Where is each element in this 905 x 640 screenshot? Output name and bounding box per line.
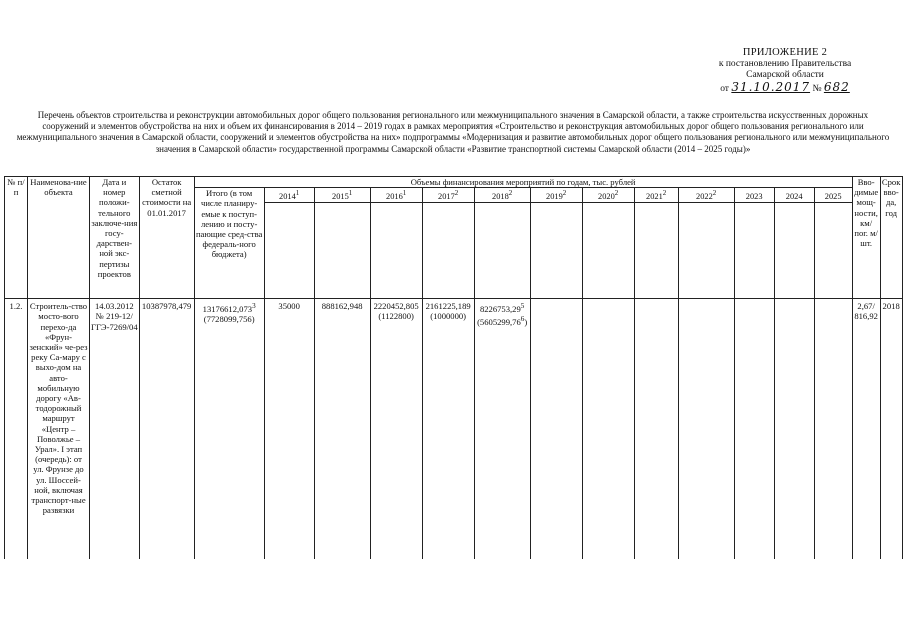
header-year-2014: 2014$^1$ [264,188,314,203]
header-year-2021: 2021$^2$ [634,188,678,203]
row-2024 [774,299,814,560]
document-heading: Перечень объектов строительства и реконструкции автомобильных дорог общего пользования регионального или межмуниципального значения в Самарской области, а также строительства искусственных дорожных сооружений и элементов обустройства на них и объем их финансирования в 2014 – 2019 годах в рамках мероприятия «Строительство и реконструкция автомобильных дорог общего пользования регионального или межмуниципального значения в Самарской области, сооружений и элементов обустройства на них» подпрограммы «Модернизация и развитие автомобильных дорог общего пользования регионального или межмуниципального значения в Самарской области» государственной программы Самарской области «Развитие транспортной системы Самарской области (2014 – 2025 годы)» [16,110,890,154]
appendix-line-2: Самарской области [746,70,824,80]
row-2025 [814,299,852,560]
appendix-date-line [700,79,870,96]
header-year-2023: 2023 [734,188,774,203]
header-year-2018: 2018$^2$ [474,188,530,203]
row-expertise: 14.03.2012 № 219-12/ГГЭ-7269/04 [90,299,140,560]
header-name: Наименова-ние объекта [28,177,90,299]
header-term: Срок вво-да, год [880,177,902,299]
date-prefix: от [720,83,729,94]
row-2023 [734,299,774,560]
header-total: Итого (в том числе планиру-емые к поступ-лению и посту-пающие сред-ства федераль-ного бюджета) [194,188,264,299]
number-prefix: № [812,83,822,94]
header-year-2020: 2020$^2$ [582,188,634,203]
row-remaining: 10387978,479 [139,299,194,560]
table-row [5,299,903,560]
row-2016: 2220452,805 (1122800) [370,299,422,560]
header-num: № п/п [5,177,28,299]
objects-table [4,176,903,559]
row-2014: 35000 [264,299,314,560]
header-year-2024: 2024 [774,188,814,203]
row-2017: 2161225,189 (1000000) [422,299,474,560]
header-row-1 [5,177,903,188]
handwritten-number: 682 [823,79,850,94]
row-2021 [634,299,678,560]
row-2015: 888162,948 [314,299,370,560]
row-total: 13176612,073$^3$ (7728099,756) [194,299,264,560]
row-2019 [530,299,582,560]
row-2020 [582,299,634,560]
appendix-block [700,47,870,95]
row-term: 2018 [880,299,902,560]
header-year-2025: 2025 [814,188,852,203]
header-capacity: Вво-димые мощ-ности, км/ пог. м/шт. [852,177,880,299]
header-year-2017: 2017$^2$ [422,188,474,203]
header-funding-group: Объемы финансирования мероприятий по годам, тыс. рублей [194,177,852,188]
header-expertise: Дата и номер положи-тельного заключе-ния госу-дарствен-ной экс-пертизы проектов [90,177,140,299]
header-year-2015: 2015$^1$ [314,188,370,203]
header-remaining: Остаток сметной стоимости на 01.01.2017 [139,177,194,299]
row-num: 1.2. [5,299,28,560]
row-object-name: Строитель-ство мосто-вого перехо-да «Фрун-зенский» че-рез реку Са-мару с выхо-дом на авто-мобильную дорогу «Ав-тодорожный маршрут «Центр – Поволжье – Урал». I этап (очередь): от ул. Фрунзе до ул. Шоссей-ной, включая транспорт-ные развязки [28,299,90,560]
appendix-line-1: к постановлению Правительства [718,58,852,69]
handwritten-date: 31.10.2017 [731,79,811,94]
header-year-2019: 2019$^2$ [530,188,582,203]
header-year-2016: 2016$^1$ [370,188,422,203]
row-2018: 8226753,29$^5$ (5605299,76$^6$) [474,299,530,560]
header-year-2022: 2022$^2$ [678,188,734,203]
row-capacity: 2,67/ 816,92 [852,299,880,560]
row-2022 [678,299,734,560]
appendix-title: ПРИЛОЖЕНИЕ 2 [742,47,828,58]
